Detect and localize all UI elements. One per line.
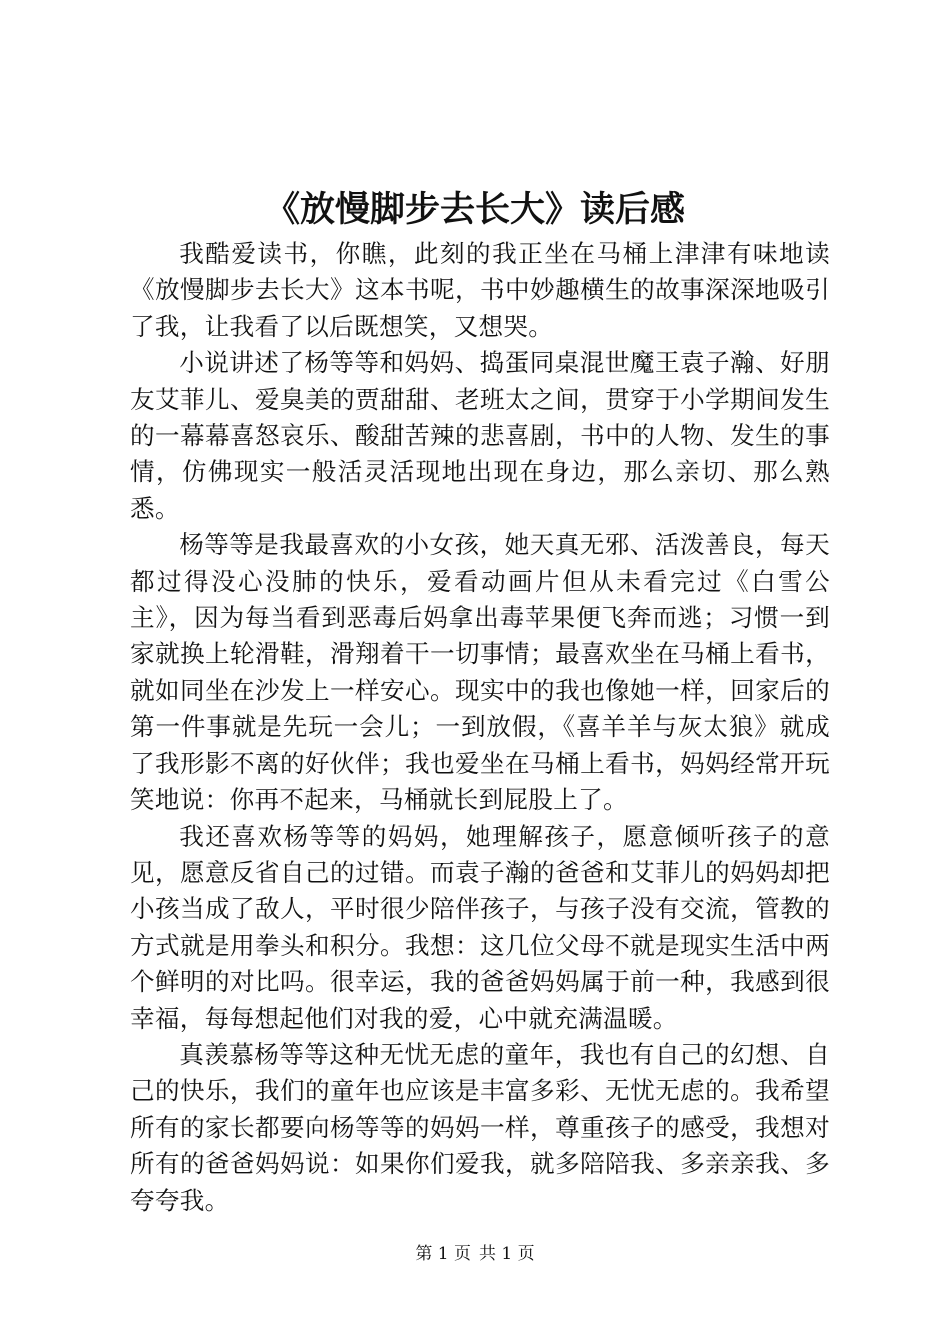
paragraph-1: 我酷爱读书，你瞧，此刻的我正坐在马桶上津津有味地读《放慢脚步去长大》这本书呢，书中妙趣横生的故事深深地吸引了我，让我看了以后既想笑，又想哭。 xyxy=(130,239,830,341)
paragraph-4: 我还喜欢杨等等的妈妈，她理解孩子，愿意倾听孩子的意见，愿意反省自己的过错。而袁子瀚的爸爸和艾菲儿的妈妈却把小孩当成了敌人，平时很少陪伴孩子，与孩子没有交流，管教的方式就是用拳头和积分。我想：这几位父母不就是现实生活中两个鲜明的对比吗。很幸运，我的爸爸妈妈属于前一种，我感到很幸福，每每想起他们对我的爱，心中就充满温暖。 xyxy=(130,821,830,1033)
paragraph-2: 小说讲述了杨等等和妈妈、捣蛋同桌混世魔王袁子瀚、好朋友艾菲儿、爱臭美的贾甜甜、老班太之间，贯穿于小学期间发生的一幕幕喜怒哀乐、酸甜苦辣的悲喜剧，书中的人物、发生的事情，仿佛现实一般活灵活现地出现在身边，那么亲切、那么熟悉。 xyxy=(130,348,830,523)
paragraph-5: 真羡慕杨等等这种无忧无虑的童年，我也有自己的幻想、自己的快乐，我们的童年也应该是丰富多彩、无忧无虑的。我希望所有的家长都要向杨等等的妈妈一样，尊重孩子的感受，我想对所有的爸爸妈妈说：如果你们爱我，就多陪陪我、多亲亲我、多夸夸我。 xyxy=(130,1039,830,1215)
document-body xyxy=(130,236,830,1219)
page-footer xyxy=(0,1242,950,1266)
document-title: 《放慢脚步去长大》读后感 xyxy=(264,189,685,230)
paragraph-3: 杨等等是我最喜欢的小女孩，她天真无邪、活泼善良，每天都过得没心没肺的快乐，爱看动画片但从未看完过《白雪公主》，因为每当看到恶毒后妈拿出毒苹果便飞奔而逃；习惯一到家就换上轮滑鞋，滑翔着干一切事情；最喜欢坐在马桶上看书，就如同坐在沙发上一样安心。现实中的我也像她一样，回家后的第一件事就是先玩一会儿；一到放假，《喜羊羊与灰太狼》就成了我形影不离的好伙伴；我也爱坐在马桶上看书，妈妈经常开玩笑地说：你再不起来，马桶就长到屁股上了。 xyxy=(130,530,830,815)
page-number: 第 1 页 xyxy=(415,1244,471,1264)
page-total: 共 1 页 xyxy=(479,1244,535,1264)
